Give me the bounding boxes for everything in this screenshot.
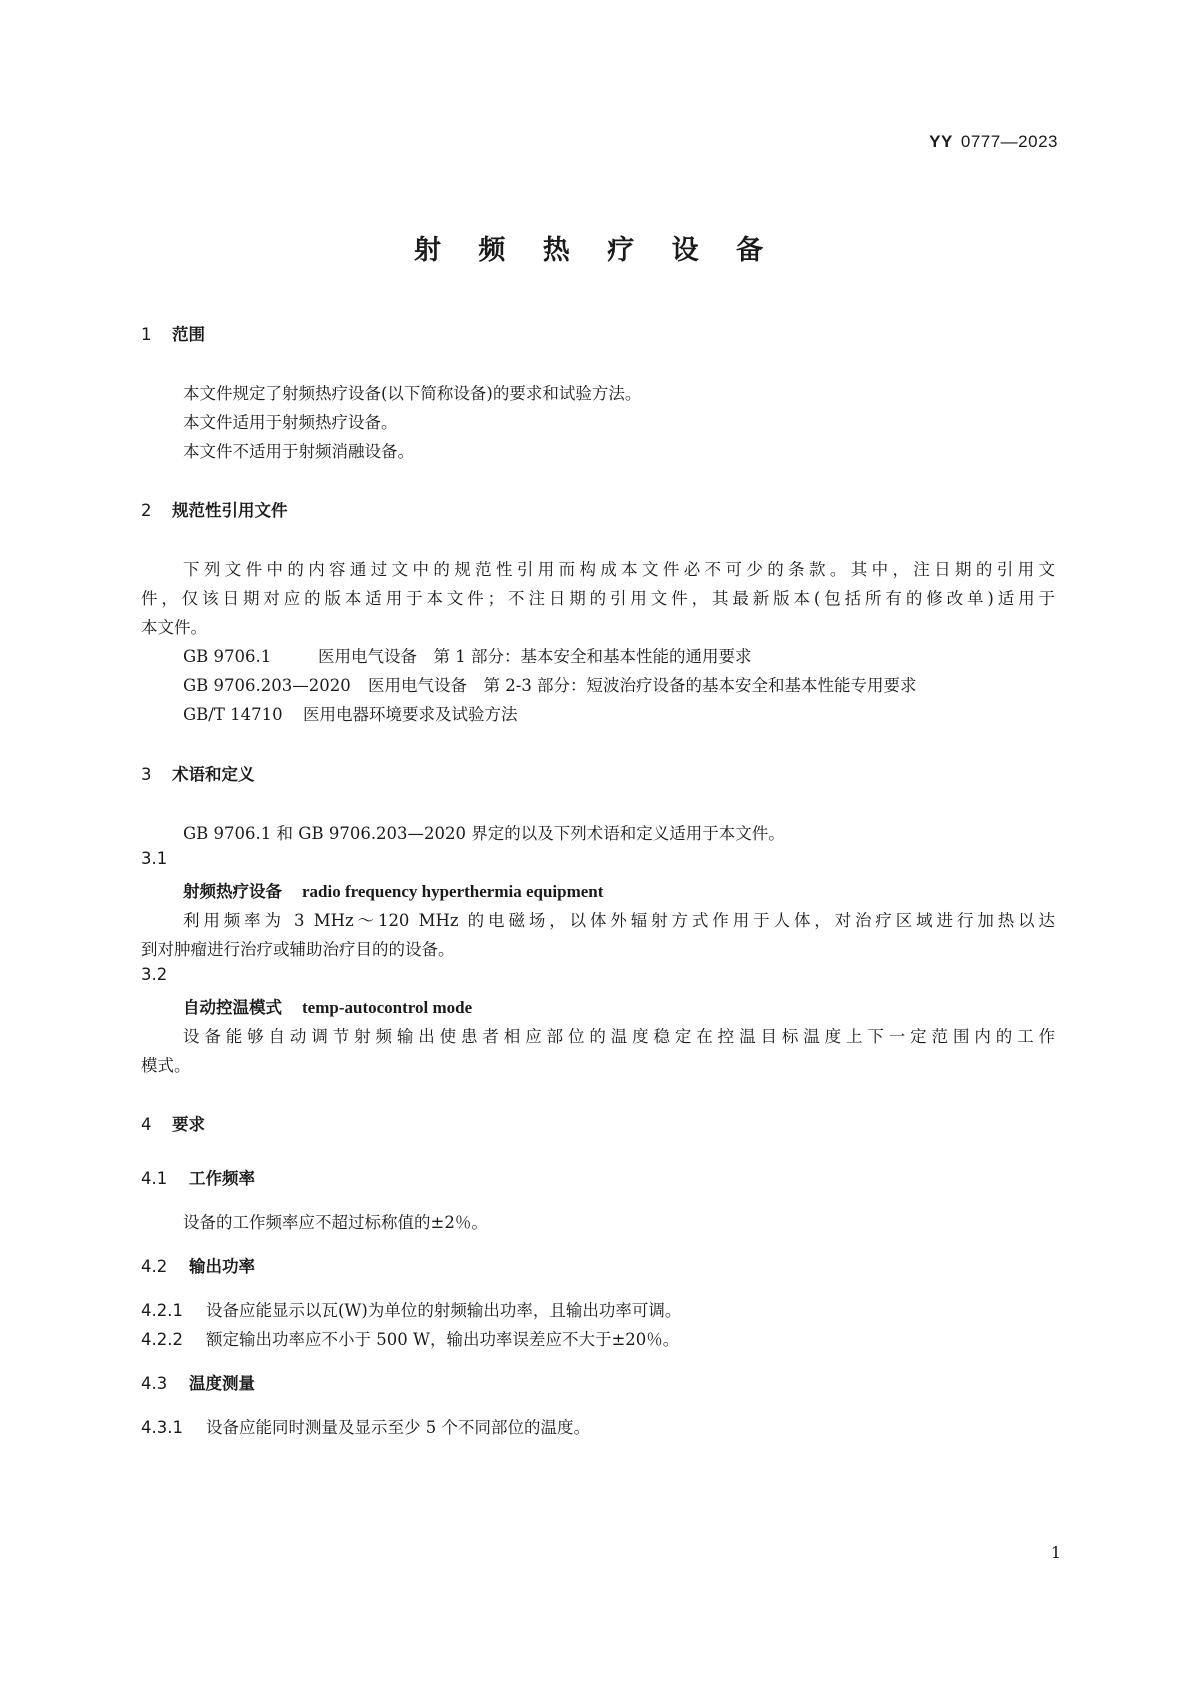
term-heading bbox=[183, 878, 603, 902]
clause-number: 4.2.2 bbox=[141, 1330, 183, 1349]
subsection-number: 4.2 bbox=[141, 1257, 168, 1276]
section-1-heading bbox=[141, 321, 205, 345]
paragraph: 件，仅该日期对应的版本适用于本文件；不注日期的引用文件，其最新版本(包括所有的修改单)适用于 bbox=[141, 589, 1055, 608]
term-zh: 自动控温模式 bbox=[183, 998, 282, 1017]
subsection-title: 工作频率 bbox=[189, 1169, 255, 1188]
term-definition: 利用频率为 3 MHz～120 MHz 的电磁场，以体外辐射方式作用于人体，对治疗区域进行加热以达 bbox=[183, 911, 1055, 930]
reference-title: 医用电气设备 第 1 部分：基本安全和基本性能的通用要求 bbox=[318, 647, 752, 666]
reference-code: GB 9706.203—2020 bbox=[183, 676, 351, 695]
clause bbox=[141, 1414, 590, 1438]
clause-number: 4.2.1 bbox=[141, 1301, 183, 1320]
standard-number: 0777—2023 bbox=[960, 132, 1058, 151]
term-en: radio frequency hyperthermia equipment bbox=[302, 882, 604, 901]
clause-text: 设备应能同时测量及显示至少 5 个不同部位的温度。 bbox=[206, 1418, 590, 1437]
subsection-4-2-heading bbox=[141, 1253, 255, 1277]
term-definition: 到对肿瘤进行治疗或辅助治疗目的的设备。 bbox=[141, 940, 455, 959]
paragraph: 本文件不适用于射频消融设备。 bbox=[183, 442, 414, 461]
paragraph: 本文件。 bbox=[141, 618, 207, 637]
section-number: 1 bbox=[141, 325, 152, 344]
section-title: 规范性引用文件 bbox=[172, 501, 288, 520]
term-en: temp-autocontrol mode bbox=[302, 998, 473, 1017]
term-definition: 设备能够自动调节射频输出使患者相应部位的温度稳定在控温目标温度上下一定范围内的工作 bbox=[183, 1027, 1055, 1046]
term-heading bbox=[183, 994, 472, 1018]
paragraph: 本文件规定了射频热疗设备(以下简称设备)的要求和试验方法。 bbox=[183, 384, 642, 403]
term-number: 3.2 bbox=[141, 965, 168, 984]
paragraph: 设备的工作频率应不超过标称值的±2％。 bbox=[183, 1213, 488, 1232]
subsection-title: 输出功率 bbox=[189, 1257, 255, 1276]
subsection-4-3-heading bbox=[141, 1370, 255, 1394]
section-title: 要求 bbox=[172, 1115, 205, 1134]
reference-title: 医用电气设备 第 2-3 部分：短波治疗设备的基本安全和基本性能专用要求 bbox=[368, 676, 917, 695]
reference-code: GB/T 14710 bbox=[183, 705, 283, 724]
clause-text: 设备应能显示以瓦(W)为单位的射频输出功率，且输出功率可调。 bbox=[206, 1301, 682, 1320]
reference-title: 医用电器环境要求及试验方法 bbox=[303, 705, 518, 724]
section-title: 术语和定义 bbox=[172, 765, 255, 784]
section-number: 2 bbox=[141, 501, 152, 520]
document-id bbox=[929, 132, 1058, 152]
term-number: 3.1 bbox=[141, 849, 168, 868]
subsection-4-1-heading bbox=[141, 1165, 255, 1189]
section-title: 范围 bbox=[172, 325, 205, 344]
standard-prefix: YY bbox=[929, 132, 953, 151]
document-title: 射 频 热 疗 设 备 bbox=[414, 235, 777, 266]
term-definition: 模式。 bbox=[141, 1056, 191, 1075]
reference-code: GB 9706.1 bbox=[183, 647, 272, 666]
section-number: 4 bbox=[141, 1115, 152, 1134]
reference-item bbox=[183, 672, 917, 696]
paragraph: 下列文件中的内容通过文中的规范性引用而构成本文件必不可少的条款。其中，注日期的引用文 bbox=[183, 560, 1055, 579]
clause-number: 4.3.1 bbox=[141, 1418, 183, 1437]
section-2-heading bbox=[141, 497, 288, 521]
paragraph: GB 9706.1 和 GB 9706.203—2020 界定的以及下列术语和定义适用于本文件。 bbox=[183, 824, 785, 843]
term-zh: 射频热疗设备 bbox=[183, 882, 282, 901]
subsection-number: 4.1 bbox=[141, 1169, 168, 1188]
section-4-heading bbox=[141, 1111, 205, 1135]
clause-text: 额定输出功率应不小于 500 W，输出功率误差应不大于±20％。 bbox=[206, 1330, 680, 1349]
paragraph: 本文件适用于射频热疗设备。 bbox=[183, 413, 398, 432]
subsection-title: 温度测量 bbox=[189, 1374, 255, 1393]
clause bbox=[141, 1297, 681, 1321]
section-3-heading bbox=[141, 761, 255, 785]
reference-item bbox=[183, 643, 752, 667]
subsection-number: 4.3 bbox=[141, 1374, 168, 1393]
page-number: 1 bbox=[1050, 1543, 1061, 1562]
clause bbox=[141, 1326, 679, 1350]
section-number: 3 bbox=[141, 765, 152, 784]
reference-item bbox=[183, 701, 518, 725]
